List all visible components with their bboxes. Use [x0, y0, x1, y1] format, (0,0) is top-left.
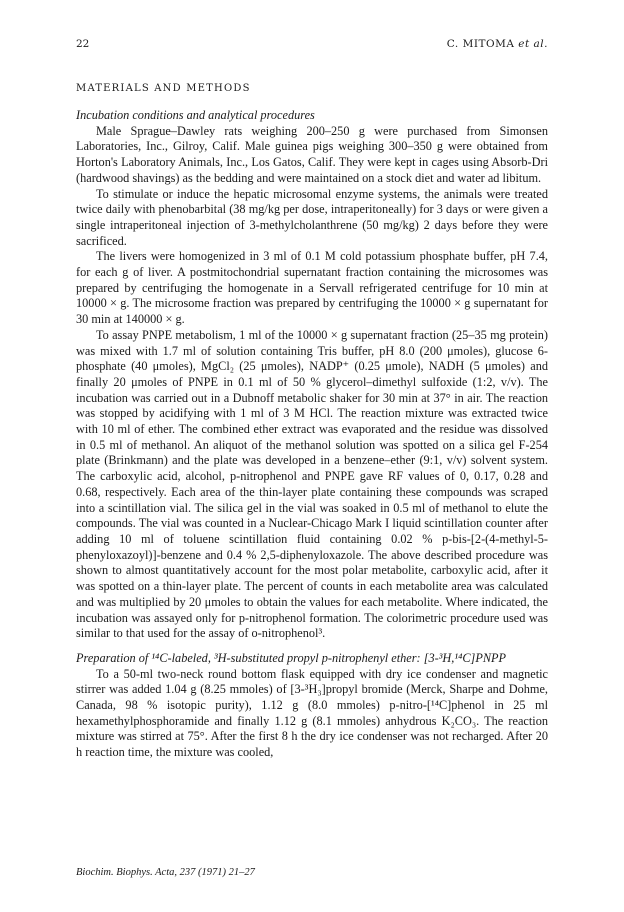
paragraph-homogenization: The livers were homogenized in 3 ml of 0.1 M cold potassium phosphate buffer, pH 7.4, for each g of liver. A postmitochondrial supernatant fraction containing the microsomes was prepared by centrifuging the homogenate in a Servall refrigerated centrifuge for 10 min at 10000 × g. The microsome fraction was prepared by centrifuging the 10000 × g supernatant for 30 min at 140000 × g.: [76, 249, 548, 327]
body-text: [76, 108, 548, 761]
running-head-etal: et al.: [518, 38, 548, 50]
paragraph-pnpe-assay: To assay PNPE metabolism, 1 ml of the 10000 × g supernatant fraction (25–35 mg protein) was mixed with 1.7 ml of solution containing Tris buffer, pH 8.0 (200 μmoles), glucose 6-phosphate (40 μmoles), MgCl₂ (25 μmoles), NADP⁺ (0.25 μmole), NADH (5 μmoles) and finally 20 μmoles of PNPE in 0.1 ml of 50 % glycerol–dimethyl sulfoxide (1:2, v/v). The incubation was carried out in a Dubnoff metabolic shaker for 30 min at 37° in air. The reaction was stopped by acidifying with 1 ml of 3 M HCl. The reaction mixture was extracted twice with 10 ml of ether. The combined ether extract was evaporated and the residue was dissolved in 0.5 ml of methanol. An aliquot of the methanol solution was spotted on a silica gel F-254 plate (Brinkmann) and the plate was developed in a benzene–ether (9:1, v/v) solvent system. The carboxylic acid, alcohol, p-nitrophenol and PNPE gave RF values of 0, 0.17, 0.28 and 0.68, respectively. Each area of the thin-layer plate containing these compounds was scraped into a scintillation vial. The silica gel in the vial was soaked in 0.5 ml of methanol to elute the compounds. The vial was counted in a Nuclear-Chicago Mark I liquid scintillation counter after adding 10 ml of toluene scintillation fluid containing 0.02 % p-bis-[2-(4-methyl-5-phenyloxazoyl)]-benzene and 0.4 % 2,5-diphenyloxazole. The above described procedure was shown to almost quantitatively account for the most polar metabolite, carboxylic acid, after it was spotted on a thin-layer plate. The percent of counts in each metabolite area was calculated and was multiplied by 20 μmoles to obtain the values for each metabolite. Where indicated, the incubation was assayed only for p-nitrophenol formation. The colorimetric procedure used was similar to that used for the assay of o-nitrophenol³.: [76, 327, 548, 641]
running-head-author: C. MITOMA: [446, 38, 515, 50]
paragraph-induction: To stimulate or induce the hepatic microsomal enzyme systems, the animals were treated twice daily with phenobarbital (38 mg/kg per dose, intraperitoneally) for 3 days or were given a single intraperitoneal injection of 3-methylcholanthrene (50 mg/kg) 2 days before they were sacrificed.: [76, 186, 548, 248]
paragraph-synthesis: To a 50-ml two-neck round bottom flask equipped with dry ice condenser and magnetic stirrer was added 1.04 g (8.25 mmoles) of [3-³H₃]propyl bromide (Merck, Sharpe and Dohme, Canada, 98 % isotopic purity), 1.12 g (8.0 mmoles) p-nitro-[¹⁴C]phenol in 25 ml hexamethylphosphoramide and finally 1.12 g (8.1 mmoles) anhydrous K₂CO₃. The reaction mixture was stirred at 75°. After the first 8 h the dry ice condenser was not recharged. After 20 h reaction time, the mixture was cooled,: [76, 666, 548, 760]
section-gap: [76, 642, 548, 651]
page-number: 22: [76, 38, 90, 50]
subsection-title-incubation: Incubation conditions and analytical procedures: [76, 108, 315, 122]
subsection-title-preparation: Preparation of ¹⁴C-labeled, ³H-substituted propyl p-nitrophenyl ether: [3-³H,¹⁴C]PNPP: [76, 650, 507, 665]
paragraph-animals: Male Sprague–Dawley rats weighing 200–250 g were purchased from Simonsen Laboratories, Inc., Gilroy, Calif. Male guinea pigs weighing 300–350 g were obtained from Horton's Laboratory Animals, Inc., Los Gatos, Calif. They were kept in cages using Absorb-Dri (hardwood shavings) as the bedding and were maintained on a stock diet and water ad libitum.: [76, 123, 548, 185]
journal-footer: Biochim. Biophys. Acta, 237 (1971) 21–27: [76, 867, 255, 878]
running-head: [447, 38, 548, 50]
page-header: [76, 38, 548, 52]
section-heading: MATERIALS AND METHODS: [76, 83, 251, 94]
